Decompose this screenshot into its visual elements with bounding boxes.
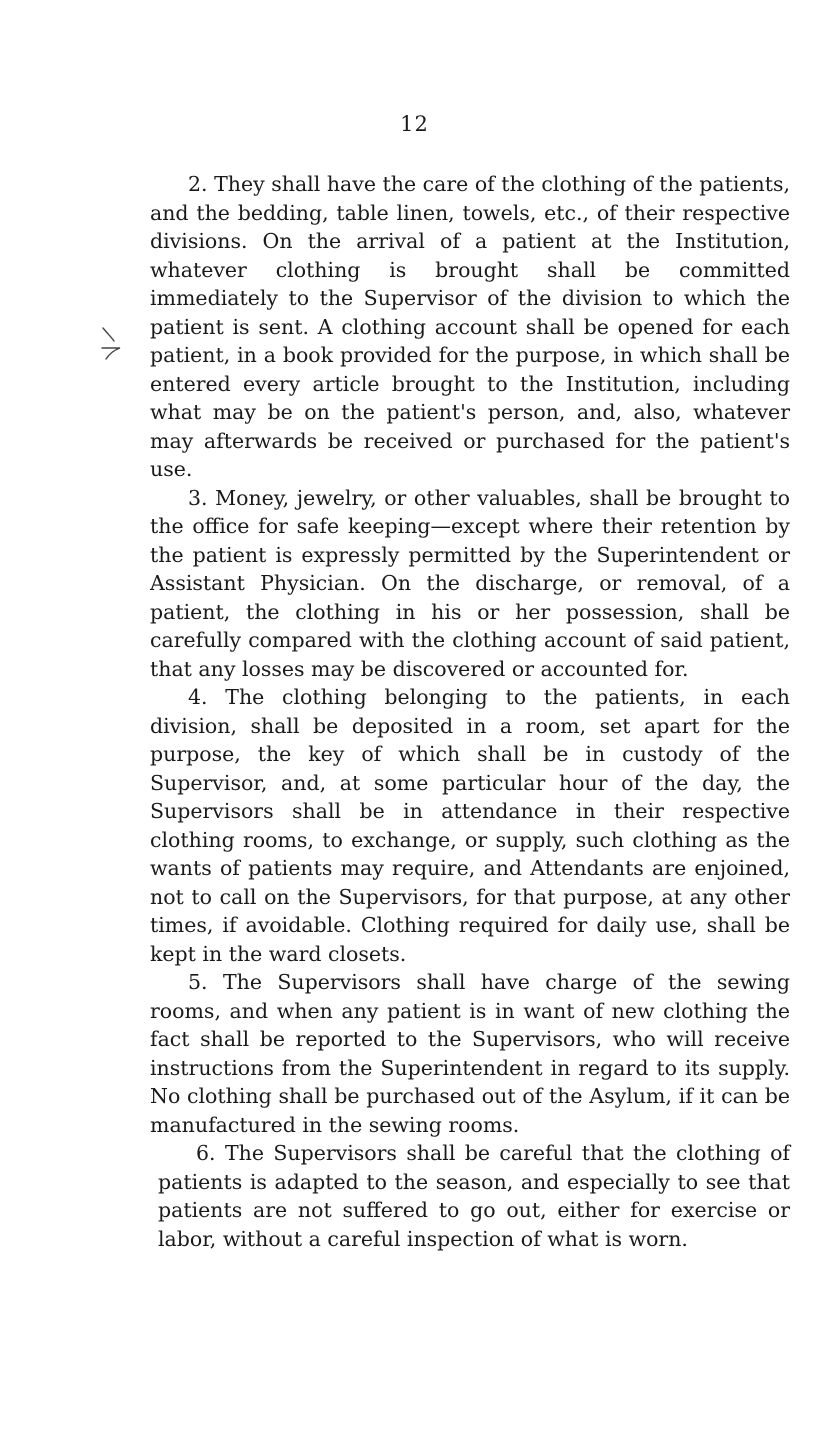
page-number: 12: [400, 112, 429, 136]
paragraph-5: 5. The Supervisors shall have charge of the sewing rooms, and when any patient is in want of new clothing the fact shall be reported to the Supervisors, who will receive instructions from the Superintendent in regard to its supply. No clothing shall be purchased out of the Asylum, if it can be manufactured in the sewing rooms.: [150, 970, 790, 1137]
paragraph-2: 2. They shall have the care of the clothing of the patients, and the bedding, table linen, towels, etc., of their respective divisions. On the arrival of a patient at the Institution, whatever clothing is brought shall be committed immediately to the Supervisor of the division to which the patient is sent. A clothing account shall be opened for each patient, in a book provided for the purpose, in which shall be entered every article brought to the Institution, including what may be on the patient's person, and, also, whatever may afterwards be received or purchased for the patient's use.: [150, 172, 790, 481]
handwritten-mark-icon: [100, 326, 122, 366]
paragraph-4: 4. The clothing belonging to the patients, in each division, shall be deposited in a room, set apart for the purpose, the key of which shall be in custody of the Supervisor, and, at some particular hour of the day, the Supervisors shall be in attendance in their respective clothing rooms, to exchange, or supply, such clothing as the wants of patients may require, and Attendants are enjoined, not to call on the Supervisors, for that purpose, at any other times, if avoidable. Clothing required for daily use, shall be kept in the ward closets.: [150, 685, 790, 966]
paragraph-6: 6. The Supervisors shall be careful that the clothing of patients is adapted to the season, and especially to see that patients are not suffered to go out, either for exercise or labor, without a careful inspection of what is worn.: [158, 1141, 790, 1251]
body-text: [150, 170, 790, 1253]
paragraph-3: 3. Money, jewelry, or other valuables, shall be brought to the office for safe keeping—except where their retention by the patient is expressly permitted by the Superintendent or Assistant Physician. On the discharge, or removal, of a patient, the clothing in his or her possession, shall be carefully compared with the clothing account of said patient, that any losses may be discovered or accounted for.: [150, 485, 790, 681]
